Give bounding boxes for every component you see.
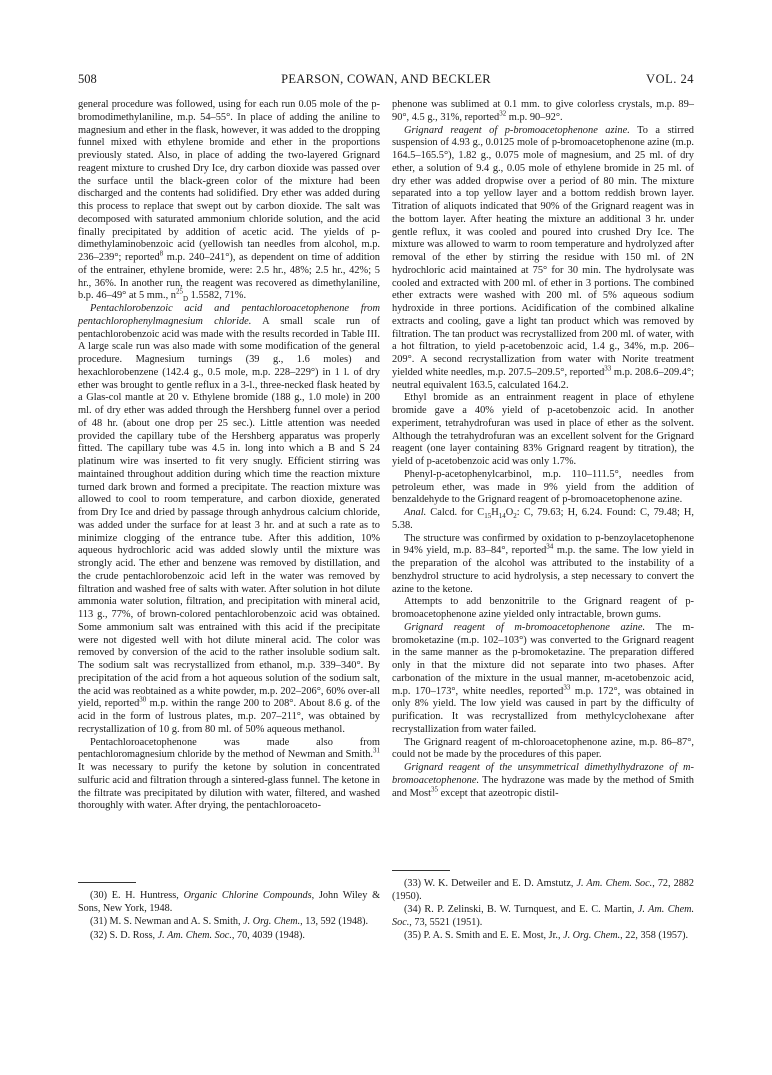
- footnotes-left: [78, 890, 380, 943]
- body-paragraph: general procedure was followed, using for each run 0.05 mole of the p-bromodimethylaniline, m.p. 54–55°. In place of adding the aniline to magnesium and ether in the flask, however, it was added to the dropping funnel mixed with ethylene bromide and ether in the proportions previously stated. Also, in place of adding the two-layered Grignard reagent mixture to crushed Dry Ice, dry carbon dioxide was passed over the surface until the black-green color of the mixture had been discharged and the contents had solidified. Dry ether was added during this process to replace that swept out by carbon dioxide. The salt was decomposed with saturated ammonium chloride solution, and the acid finally precipitated by addition of acetic acid. The yields of p-dimethylaminobenzoic acid (yellowish tan needles from alcohol, m.p. 236–239°; reported$^8$ m.p. 240–241°), as dependent on time of addition of the entrainer, ethylene bromide, were: 2.5 hr., 48%; 2.5 hr., 42%; 5 hr., 36%. In another run, the reagent was recovered as dimethylaniline, b.p. 46–49° at 5 mm., $n^{25}_D$ 1.5582, 71%.: [78, 99, 380, 304]
- body-paragraph: Attempts to add benzonitrile to the Grignard reagent of p-bromoacetophenone azine yielded only intractable, brown gums.: [392, 596, 694, 620]
- body-paragraph: Pentachlorobenzoic acid and pentachloroacetophenone from pentachlorophenylmagnesium chloride. A small scale run of pentachlorobenzoic acid was made with the results recorded in Table III. A large scale run was also made with some modification of the general procedure. Magnesium turnings (39 g., 1.6 moles) and hexachlorobenzene (142.4 g., 0.5 mole, m.p. 228–229°) in 1 l. of dry ether was brought to gentle reflux in a 3-l., three-necked flask heated by a Glas-col mantle at 20 v. Ethylene bromide (188 g., 1.0 mole) in 200 ml. of dry ether was added through the Hershberg funnel over a period of 48 hr. (about one drop per 25 sec.). Little attention was needed provided the capillary tube of the Hershberg apparatus was properly fitted. The capillary tube was 4.5 in. long into which a B and S 24 platinum wire was inserted to fit very snugly. Efficient stirring was maintained throughout addition during which time the reaction mixture turned dark brown and formed a precipitate. The reaction mixture was allowed to cool to room temperature, and carbon dioxide, generated from Dry Ice and dried by passage through anhydrous calcium chloride, was added under the surface for at least 3 hr. and at such a rate as to minimize clogging of the entrance tube. After this addition, 10% aqueous hydrochloric acid was added slowly until the mixture was strongly acid. The ether and benzene was removed by distillation, and the crude pentachlorobenzoic acid left in the water was removed by filtration and washed free of salts with water. After solution in hot dilute ammonia water solution, filtration, and precipitation with mineral acid, 113 g., 77%, of brown-colored pentachlorobenzoic acid was obtained. Some ammonium salt was entrained with this acid if the precipitate were not digested well with hot dilute mineral acid. The color was removed by conversion of the acid to the rather insoluble sodium salt. The sodium salt was recrystallized from ethanol, m.p. 339–340°. By precipitation of the acid from a hot aqueous solution of the sodium salt, the acid was reobtained as a white powder, m.p. 202–206°, 60% over-all yield, reported$^{30}$ m.p. within the range 200 to 208°. About 8.6 g. of the acid in the form of lustrous plates, m.p. 207–211°, was obtained by recrystallization of 10 g. from 80 ml. of 50% aqueous methanol.: [78, 303, 380, 735]
- right-text-column: [392, 99, 694, 800]
- volume-label: VOL. 24: [646, 72, 694, 86]
- footnote-divider-left: [78, 882, 136, 883]
- body-paragraph: phenone was sublimed at 0.1 mm. to give colorless crystals, m.p. 89–90°, 4.5 g., 31%, reported$^{32}$ m.p. 90–92°.: [392, 99, 694, 123]
- body-paragraph: Grignard reagent of p-bromoacetophenone azine. To a stirred suspension of 4.93 g., 0.0125 mole of p-bromoacetophenone azine (m.p. 164.5–165.5°), 1.82 g., 0.075 mole of magnesium, and 25 ml. of dry ether, a solution of 9.4 g., 0.05 mole of ethylene bromide in 25 ml. of dry ether was added dropwise over a period of 80 min. The mixture separated into a top yellow layer and a bottom reddish brown layer. Titration of aliquots indicated that 90% of the Grignard reagent was in the bottom layer. After heating the mixture an additional 3 hr. under gentle reflux, it was cooled and poured into crushed Dry Ice. The mixture was allowed to warm to room temperature and hydrolyzed after removal of the ether by stirring the residue with 150 ml. of 2N hydrochloric acid maintained at 75° for 30 min. The hydrolysate was cooled and extracted with 200 ml. of ether in 3 portions. The combined ether extracts were washed with 200 ml. of 5% aqueous sodium hydroxide in three portions. Acidification of the combined alkaline extracts and cooling, gave a light tan product which was removed by filtration. The tan product was recrystallized from 200 ml. of water, with a hot filtration, to yield p-acetobenzoic acid, 1.4 g., 34%, m.p. 206–209°. A second recrystallization from water with Norite treatment yielded white needles, m.p. 207.5–209.5°, reported$^{33}$ m.p. 208.6–209.4°; neutral equivalent 163.5, calculated 164.2.: [392, 124, 694, 391]
- footnote: (31) M. S. Newman and A. S. Smith, J. Org. Chem., 13, 592 (1948).: [90, 916, 369, 928]
- footnote: (30) E. H. Huntress, Organic Chlorine Compounds, John Wiley & Sons, New York, 1948.: [78, 890, 380, 914]
- left-text-column: [78, 99, 380, 813]
- footnote: (32) S. D. Ross, J. Am. Chem. Soc., 70, 4039 (1948).: [90, 929, 305, 941]
- running-header: [78, 72, 694, 90]
- body-paragraph: Grignard reagent of the unsymmetrical dimethylhydrazone of m-bromoacetophenone. The hydrazone was made by the method of Smith and Most$^{35}$ except that azeotropic distil-: [392, 762, 694, 799]
- body-paragraph: Pentachloroacetophenone was made also from pentachloromagnesium chloride by the method of Newman and Smith.$^{31}$ It was necessary to purify the ketone by solution in concentrated sulfuric acid and filtration through a sintered-glass funnel. The ketone in the filtrate was precipitated by dilution with water, filtered, and washed thoroughly with water. After drying, the pentachloroaceto-: [78, 736, 380, 812]
- footnote-divider-right: [392, 870, 450, 871]
- footnote: (34) R. P. Zelinski, B. W. Turnquest, and E. C. Martin, J. Am. Chem. Soc., 73, 5521 (1951).: [392, 904, 695, 928]
- page-number: 508: [78, 72, 97, 86]
- body-paragraph: Phenyl-p-acetophenylcarbinol, m.p. 110–111.5°, needles from petroleum ether, was made in 9% yield from the addition of benzaldehyde to the Grignard reagent of p-bromoacetophenone azine.: [392, 468, 694, 506]
- body-paragraph: Anal. Calcd. for $C_{15}H_{14}O_2$: C, 79.63; H, 6.24. Found: C, 79.48; H, 5.38.: [392, 507, 694, 531]
- body-paragraph: The Grignard reagent of m-chloroacetophenone azine, m.p. 86–87°, could not be made by the procedures of this paper.: [392, 736, 694, 761]
- running-authors: PEARSON, COWAN, AND BECKLER: [281, 72, 491, 86]
- body-paragraph: Ethyl bromide as an entrainment reagent in place of ethylene bromide gave a 40% yield of p-acetobenzoic acid. In another experiment, tetrahydrofuran was used in place of ether as the solvent. Although the tetrahydrofuran was an excellent solvent for the Grignard reagent (one layer containing 83% Grignard reagent by titration), the yield of p-acetobenzoic acid was only 1.7%.: [392, 392, 694, 467]
- footnotes-right: [392, 878, 694, 944]
- body-paragraph: The structure was confirmed by oxidation to p-benzoylacetophenone in 94% yield, m.p. 83–84°, reported$^{34}$ m.p. the same. The low yield in the preparation of the alcohol was attributed to the instability of a benzhydrol structure to acid hydrolysis, a step necessary to convert the azine to the ketone.: [392, 532, 694, 595]
- body-paragraph: Grignard reagent of m-bromoacetophenone azine. The m-bromoketazine (m.p. 102–103°) was converted to the Grignard reagent in the same manner as the p-bromoketazine. The preparation differed only in that the mixture did not separate into two phases. After carbonation of the mixture in the usual manner, m-acetobenzoic acid, m.p. 170–173°, white needles, reported$^{33}$ m.p. 172°, was obtained in only 8% yield. The low yield was caused in part by the difficulty of purification. It was recrystallized from methylcyclohexane after recrystallization from water failed.: [392, 621, 694, 735]
- footnote: (33) W. K. Detweiler and E. D. Amstutz, J. Am. Chem. Soc., 72, 2882 (1950).: [392, 878, 694, 902]
- footnote: (35) P. A. S. Smith and E. E. Most, Jr., J. Org. Chem., 22, 358 (1957).: [404, 930, 689, 942]
